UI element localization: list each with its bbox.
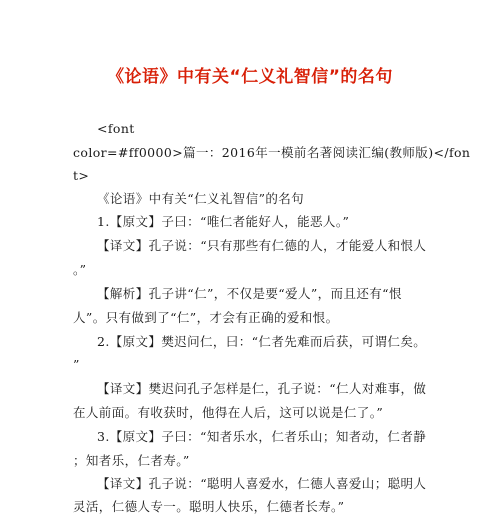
text-line-16: 【译文】孔子说：“聪明人喜爱水，仁德人喜爱山；聪明人: [97, 476, 427, 491]
text-line-10: 2.【原文】樊迟问仁，曰：“仁者先难而后获，可谓仁矣。: [97, 334, 427, 349]
text-line-6: 【译文】孔子说：“只有那些有仁德的人，才能爱人和恨人: [97, 238, 427, 253]
text-line-8: 【解析】孔子讲“仁”，不仅是要“爱人”，而且还有“恨: [97, 286, 402, 301]
text-line-15: ；知者乐，仁者寿。”: [73, 453, 190, 468]
text-line-9: 人”。只有做到了“仁”，才会有正确的爱和恨。: [73, 310, 339, 325]
text-line-1: <font: [97, 121, 135, 136]
text-line-2: color=#ff0000>篇一：2016年一模前名著阅读汇编(教师版)</fon: [73, 145, 471, 160]
text-line-13: 在人前面。有收获时，他得在人后，这可以说是仁了。”: [73, 405, 384, 420]
text-line-14: 3.【原文】子曰：“知者乐水，仁者乐山；知者动，仁者静: [97, 429, 427, 444]
text-line-3: t>: [73, 168, 90, 183]
text-line-17: 灵活，仁德人专一。聪明人快乐，仁德者长寿。”: [73, 499, 345, 514]
text-line-5: 1.【原文】子曰：“唯仁者能好人，能恶人。”: [97, 214, 350, 229]
text-line-12: 【译文】樊迟问孔子怎样是仁，孔子说：“仁人对难事，做: [97, 381, 427, 396]
text-line-7: 。”: [73, 262, 87, 277]
text-line-4: 《论语》中有关“仁义礼智信”的名句: [97, 191, 305, 206]
document-title: 《论语》中有关“仁义礼智信”的名句: [107, 67, 393, 87]
text-line-11: ”: [73, 357, 80, 372]
